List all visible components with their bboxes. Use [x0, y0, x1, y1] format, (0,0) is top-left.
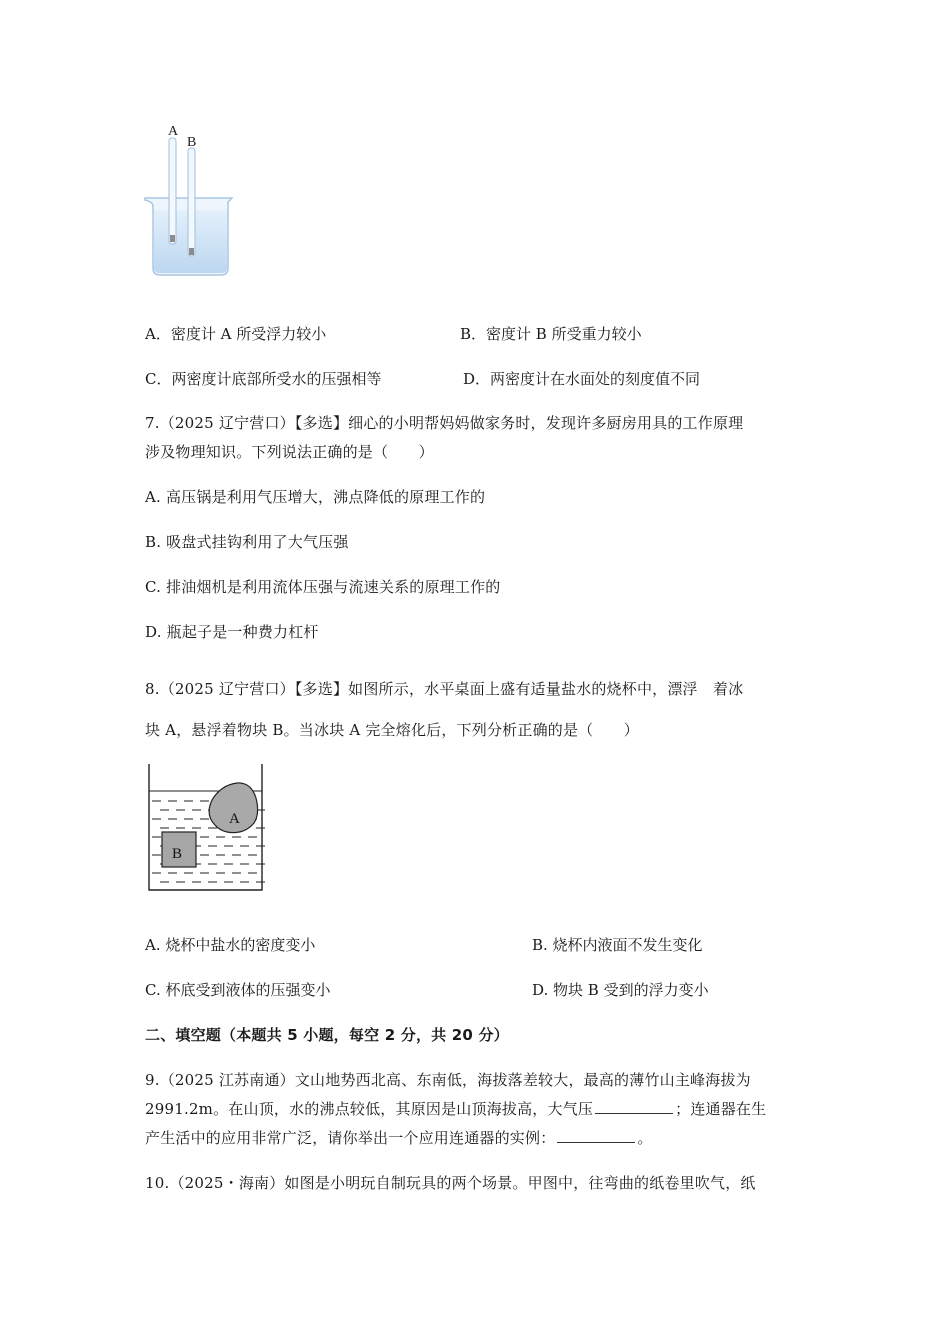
saltwater-figure: [143, 762, 268, 894]
q9-line-1: 9.（2025 江苏南通）文山地势西北高、东南低，海拔落差较大，最高的薄竹山主峰海拔为: [145, 1071, 751, 1089]
ice-a-label: A: [229, 811, 240, 827]
q9-line-3: [145, 1127, 653, 1148]
q9-line-2-text-b: ；连通器在生: [675, 1100, 767, 1118]
q7-option-d[interactable]: D. 瓶起子是一种费力杠杆: [145, 623, 319, 641]
tube-b-label: B: [187, 135, 197, 150]
beaker-figure: [140, 118, 240, 283]
q7-stem-line-2: 涉及物理知识。下列说法正确的是（ ）: [145, 443, 434, 461]
q7-option-a[interactable]: A. 高压锅是利用气压增大，沸点降低的原理工作的: [145, 488, 486, 506]
q9-blank-1[interactable]: [595, 1099, 673, 1114]
q7-option-b[interactable]: B. 吸盘式挂钩利用了大气压强: [145, 533, 349, 551]
q6-option-c[interactable]: C．两密度计底部所受水的压强相等: [145, 370, 382, 388]
q9-line-3-text-b: 。: [637, 1129, 653, 1147]
q8-stem-line-1: 8.（2025 辽宁营口）【多选】如图所示，水平桌面上盛有适量盐水的烧杯中，漂浮 着冰: [145, 680, 744, 698]
beaker-diagram: [140, 118, 240, 283]
q10-line-1: 10.（2025・海南）如图是小明玩自制玩具的两个场景。甲图中，往弯曲的纸卷里吹气，纸: [145, 1174, 756, 1192]
q8-option-b[interactable]: B. 烧杯内液面不发生变化: [532, 936, 703, 954]
q9-line-2: [145, 1098, 766, 1119]
tube-a-label: A: [168, 124, 179, 139]
q7-option-c[interactable]: C. 排油烟机是利用流体压强与流速关系的原理工作的: [145, 578, 501, 596]
block-b-label: B: [172, 846, 183, 862]
q8-stem-line-2: 块 A，悬浮着物块 B。当冰块 A 完全熔化后，下列分析正确的是（ ）: [145, 721, 639, 739]
q7-stem-line-1: 7.（2025 辽宁营口）【多选】细心的小明帮妈妈做家务时，发现许多厨房用具的工作原理: [145, 414, 744, 432]
q9-line-2-text-a: 2991.2m。在山顶，水的沸点较低，其原因是山顶海拔高，大气压: [145, 1100, 594, 1118]
q8-option-d[interactable]: D. 物块 B 受到的浮力变小: [532, 981, 709, 999]
saltwater-diagram: [143, 762, 268, 894]
q8-option-c[interactable]: C. 杯底受到液体的压强变小: [145, 981, 331, 999]
section-2-title: 二、填空题（本题共 5 小题，每空 2 分，共 20 分）: [145, 1026, 509, 1044]
q9-line-3-text-a: 产生活中的应用非常广泛，请你举出一个应用连通器的实例：: [145, 1129, 556, 1147]
q9-blank-2[interactable]: [557, 1128, 635, 1143]
q6-option-b[interactable]: B．密度计 B 所受重力较小: [460, 325, 642, 343]
q6-option-a[interactable]: A．密度计 A 所受浮力较小: [145, 325, 327, 343]
q6-option-d[interactable]: D．两密度计在水面处的刻度值不同: [463, 370, 701, 388]
q8-option-a[interactable]: A. 烧杯中盐水的密度变小: [145, 936, 316, 954]
